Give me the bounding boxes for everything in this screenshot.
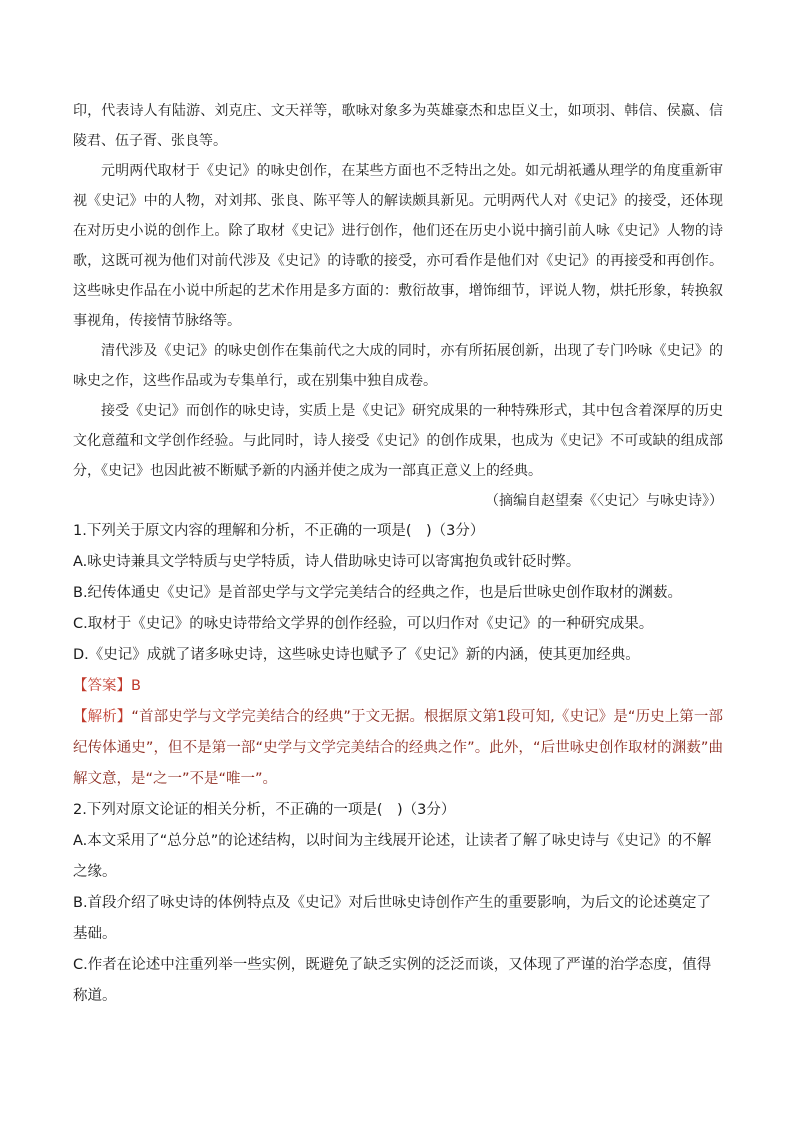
question-1-option-c: C.取材于《史记》的咏史诗带给文学界的创作经验，可以归作对《史记》的一种研究成果。	[73, 616, 654, 632]
analysis-text: “首部史学与文学完美结合的经典”于文无据。根据原文第1段可知,《史记》是“历史上第一部纪传体通史”，但不是第一部“史学与文学完美结合的经典之作”。此外，“后世咏史创作取材的渊薮”曲解文意，是“之一”不是“唯一”。	[73, 709, 723, 787]
analysis-tag: 【解析】	[73, 709, 132, 725]
document-page	[73, 96, 723, 1012]
question-1-answer	[73, 671, 723, 702]
passage-source: （摘编自赵望秦《〈史记〉与咏史诗》）	[485, 493, 723, 509]
answer-tag: 【答案】	[73, 678, 131, 694]
passage-paragraph-4: 接受《史记》而创作的咏史诗，实质上是《史记》研究成果的一种特殊形式，其中包含着深厚的历史文化意蕴和文学创作经验。与此同时，诗人接受《史记》的创作成果，也成为《史记》不可或缺的组成部分，《史记》也因此被不断赋予新的内涵并使之成为一部真正意义上的经典。	[73, 403, 723, 479]
question-2-stem: 2.下列对原文论证的相关分析，不正确的一项是( )（3分）	[73, 802, 456, 818]
question-1-stem: 1.下列关于原文内容的理解和分析，不正确的一项是( )（3分）	[73, 523, 485, 539]
passage-paragraph-2: 元明两代取材于《史记》的咏史创作，在某些方面也不乏特出之处。如元胡祇遹从理学的角度重新审视《史记》中的人物，对刘邦、张良、陈平等人的解读颇具新见。元明两代人对《史记》的接受，还体现在对历史小说的创作上。除了取材《史记》进行创作，他们还在历史小说中摘引前人咏《史记》人物的诗歌，这既可视为他们对前代涉及《史记》的诗歌的接受，亦可看作是他们对《史记》的再接受和再创作。这些咏史作品在小说中所起的艺术作用是多方面的：敷衍故事，增饰细节，评说人物，烘托形象，转换叙事视角，传接情节脉络等。	[73, 163, 723, 329]
passage-paragraph-3: 清代涉及《史记》的咏史创作在集前代之大成的同时，亦有所拓展创新，出现了专门吟咏《史记》的咏史之作，这些作品或为专集单行，或在别集中独自成卷。	[73, 343, 723, 389]
question-2	[73, 795, 723, 1012]
passage-paragraph-1-end: 印，代表诗人有陆游、刘克庄、文天祥等，歌咏对象多为英雄豪杰和忠臣义士，如项羽、韩信、侯嬴、信陵君、伍子胥、张良等。	[73, 103, 723, 149]
question-1-option-a: A.咏史诗兼具文学特质与史学特质，诗人借助咏史诗可以寄寓抱负或针砭时弊。	[73, 554, 581, 570]
answer-value: B	[131, 678, 141, 694]
question-1-option-b: B.纪传体通史《史记》是首部史学与文学完美结合的经典之作，也是后世咏史创作取材的渊薮。	[73, 585, 683, 601]
question-1	[73, 516, 723, 795]
question-2-option-c: C.作者在论述中注重列举一些实例，既避免了缺乏实例的泛泛而谈，又体现了严谨的治学态度，值得称道。	[73, 957, 712, 1004]
question-1-analysis	[73, 702, 723, 795]
question-1-option-d: D.《史记》成就了诸多咏史诗，这些咏史诗也赋予了《史记》新的内涵，使其更加经典。	[73, 647, 640, 663]
question-2-option-a: A.本文采用了“总分总”的论述结构，以时间为主线展开论述，让读者了解了咏史诗与《史记》的不解之缘。	[73, 833, 712, 880]
question-2-option-b: B.首段介绍了咏史诗的体例特点及《史记》对后世咏史诗创作产生的重要影响，为后文的论述奠定了基础。	[73, 895, 712, 942]
